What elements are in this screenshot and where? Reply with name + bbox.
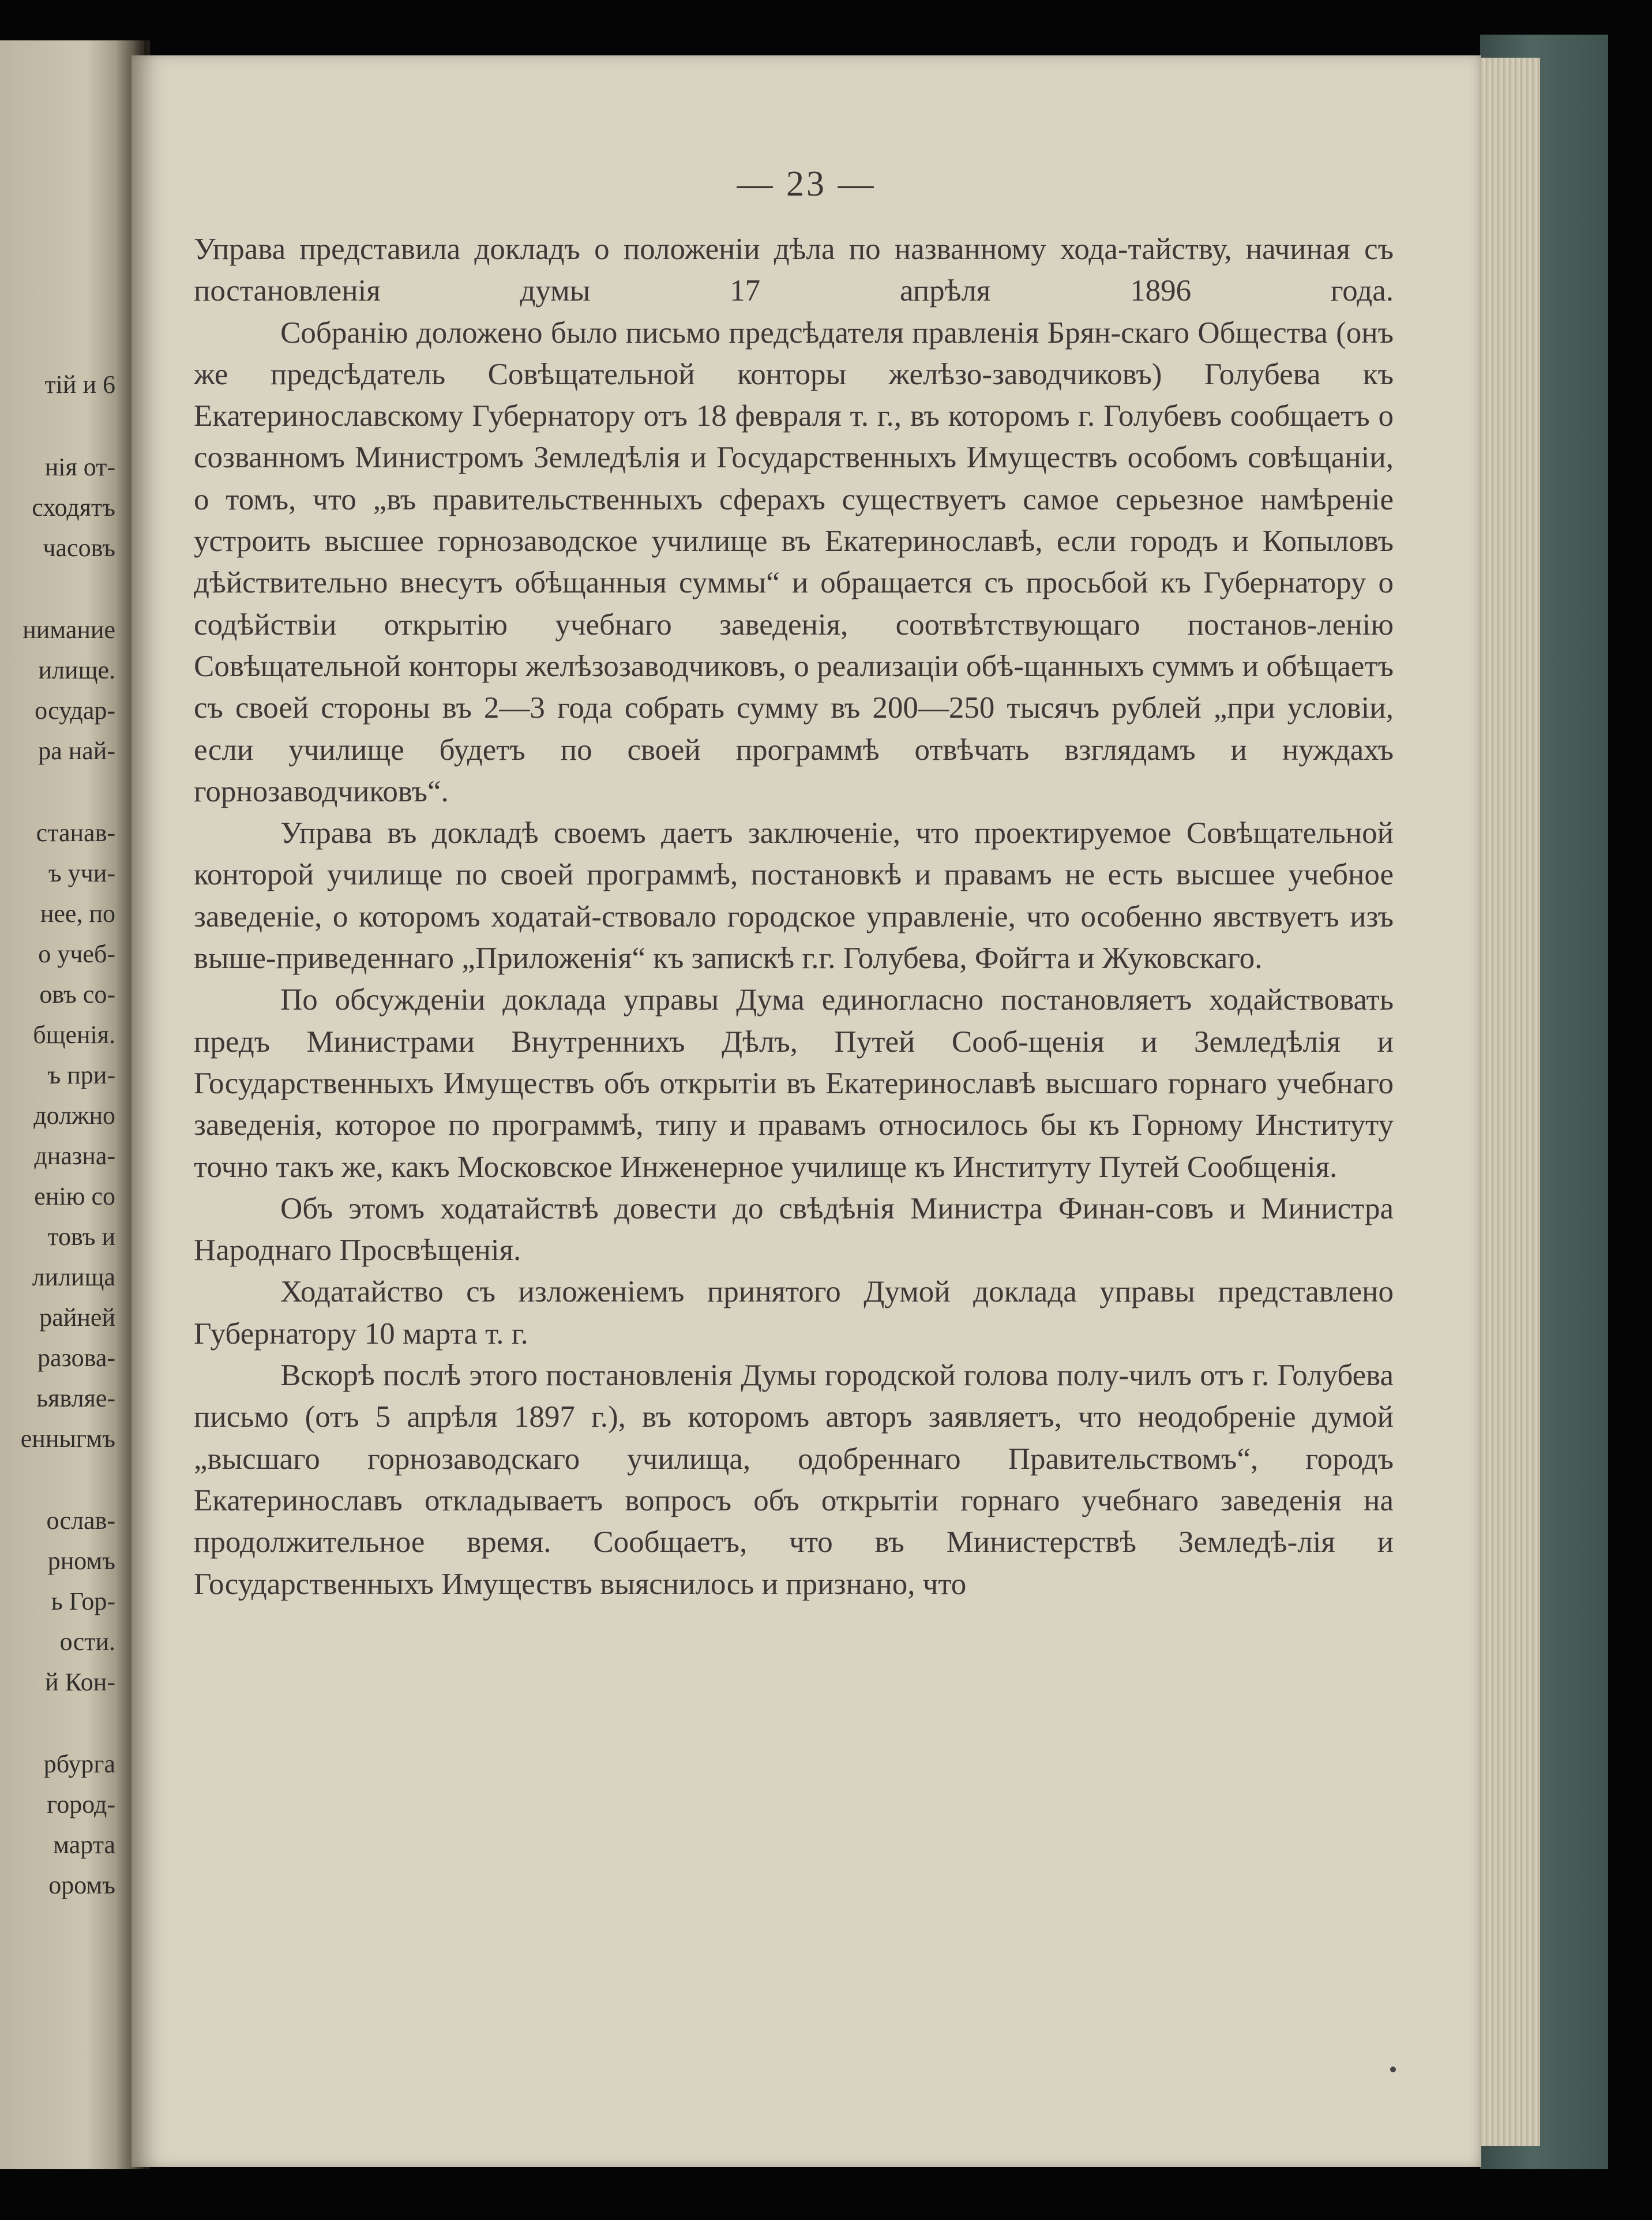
left-page-fragment: ъ учи- [48,859,115,887]
paragraph: Объ этомъ ходатайствѣ довести до свѣдѣнiя Министра Финан-совъ и Министра Народнаго Просвѣщенiя. [194,1191,1394,1268]
left-page-fragment: бщенiя. [33,1021,115,1049]
page-edges [1477,58,1540,2146]
paragraph: По обсужденiи доклада управы Дума единогласно постановляетъ ходайствовать предъ Министрами Внутреннихъ Дѣлъ, Путей Сооб-щенiя и Земледѣлiя и Государственныхъ Имуществъ объ открытiи въ Екатеринославѣ высшаго горнаго учебнаго заведенiя, которое по программѣ, типу и правамъ относилось бы къ Горному Институту точно такъ же, какъ Московское Инженерное училище къ Институту Путей Сообщенiя. [194,983,1394,1184]
paper-speck [1390,2067,1396,2072]
paragraph: Собранiю доложено было письмо предсѣдателя правленiя Брян-скаго Общества (онъ же предсѣдатель Совѣщательной конторы желѣзо-заводчиковъ) Голубева къ Екатеринославскому Губернатору отъ 18 февраля т. г., въ которомъ г. Голубевъ сообщаетъ о созванномъ Министромъ Земледѣлiя и Государственныхъ Имуществъ особомъ совѣщанiи, о томъ, что „въ правительственныхъ сферахъ существуетъ самое серьезное намѣренiе устроить высшее горнозаводское училище въ Екатеринославѣ, если городъ и Копыловъ дѣйствительно внесутъ обѣщанныя суммы“ и обращается съ просьбой къ Губернатору о содѣйствiи открытiю учебнаго заведенiя, соотвѣтствующаго постанов-ленiю Совѣщательной конторы желѣзозаводчиковъ, о реализацiи обѣ-щанныхъ суммъ и обѣщаетъ съ своей стороны въ 2—3 года собрать сумму въ 200—250 тысячъ рублей „при условiи, если училище будетъ по своей программѣ отвѣчать взглядамъ и нуждахъ горнозаводчиковъ“. [194,316,1394,808]
paragraph: Управа представила докладъ о положенiи дѣла по названному хода-тайству, начиная съ постановленiя думы 17 апрѣля 1896 года. [194,232,1394,308]
left-page-fragment: разова- [37,1344,115,1372]
left-page-fragment: енiю со [34,1182,115,1210]
page-number: — 23 — [737,164,876,204]
left-page-fragment: сходятъ [32,493,115,522]
left-page-fragment: ослав- [46,1506,115,1535]
left-page-fragment: ъ при- [47,1061,115,1089]
left-page-fragment: оромъ [48,1871,115,1899]
book-page [132,55,1481,2167]
left-page-fragment: тiй и 6 [44,370,115,399]
left-page-fragment: часовъ [43,534,115,562]
left-page-fragment: должно [33,1101,115,1130]
left-page-fragment: марта [53,1831,115,1859]
paragraph: Вскорѣ послѣ этого постановленiя Думы городской голова полу-чилъ отъ г. Голубева письмо (отъ 5 апрѣля 1897 г.), въ которомъ авторъ заявляетъ, что неодобренiе думой „высшаго горнозаводскаго училища, одобреннаго Правительствомъ“, городъ Екатеринославъ откладываетъ вопросъ объ открытiи горнаго учебнаго заведенiя на продолжительное время. Сообщаетъ, что въ Министерствѣ Земледѣ-лiя и Государственныхъ Имуществъ выяснилось и признано, что [194,1359,1394,1601]
left-page-fragment: ости. [59,1627,115,1656]
left-page-fragment: рбурга [43,1750,115,1778]
left-page-fragment: енныгмъ [20,1424,115,1453]
paragraph: Управа въ докладѣ своемъ даетъ заключенiе, что проектируемое Совѣщательной конторой училище по своей программѣ, постановкѣ и правамъ не есть высшее учебное заведенiе, о которомъ ходатай-ствовало городское управленiе, что особенно явствуетъ изъ выше-приведеннаго „Приложенiя“ къ запискѣ г.г. Голубева, Фойгта и Жуковскаго. [194,816,1394,976]
left-page-fragment: товъ и [47,1222,115,1251]
left-page-fragment: й Кон- [45,1668,115,1696]
left-page-fragment: дназна- [34,1142,115,1170]
left-page-fragment: овъ со- [39,980,115,1008]
left-page-fragment: нимание [22,616,115,644]
left-page-fragment: райней [39,1303,115,1332]
left-page-fragment: лилища [32,1263,115,1291]
left-page-fragment: рномъ [47,1547,115,1575]
left-page-fragment: нiя от- [44,453,115,481]
left-page-fragment: ьявляе- [36,1384,115,1412]
left-page-fragment: о учеб- [38,940,115,968]
left-page-fragment: нее, по [40,899,115,928]
left-page-fragment: ь Гор- [51,1587,115,1615]
left-page-fragment: ра най- [38,737,115,765]
page-body [194,228,1394,1605]
paragraph: Ходатайство съ изложенiемъ принятого Думой доклада управы представлено Губернатору 10 марта т. г. [194,1275,1394,1351]
left-page-fragment: осудар- [35,696,115,725]
left-page-fragment: станав- [36,819,115,847]
left-page-fragment: илище. [38,656,115,684]
left-page-fragment: город- [47,1790,115,1818]
